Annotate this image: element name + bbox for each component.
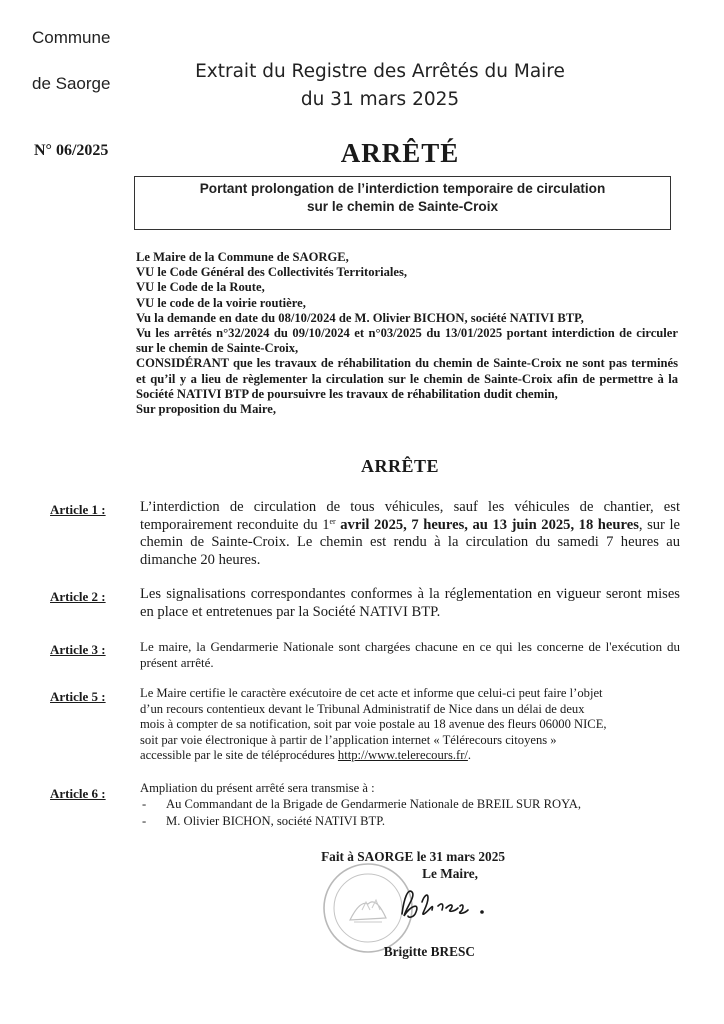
document-type-heading: ARRÊTÉ <box>340 138 460 168</box>
list-item: - Au Commandant de la Brigade de Gendarmerie Nationale de BREIL SUR ROYA, <box>140 796 670 812</box>
article-5-line-end: . <box>467 748 472 763</box>
article-3-label-text: Article 3 <box>50 642 99 657</box>
article-5-label <box>50 689 106 705</box>
commune-name-line2: de Saorge <box>32 74 111 93</box>
article-5-line: Le Maire certifie le caractère exécutoire de cet acte et informe que celui-ci peut faire l’objet <box>140 686 603 700</box>
list-item: - M. Olivier BICHON, société NATIVI BTP. <box>140 813 670 829</box>
article-5-text <box>140 686 670 764</box>
article-1-label-text: Article 1 <box>50 502 99 517</box>
commune-name-line1: Commune <box>32 28 111 47</box>
article-1-colon: : <box>98 502 106 517</box>
subject-line2: sur le chemin de Sainte-Croix <box>306 199 499 214</box>
article-1-bold-dates: avril 2025, 7 heures, au 13 juin 2025, 18 heures <box>335 516 639 533</box>
telerecours-link[interactable]: http://www.telerecours.fr/ <box>337 748 468 763</box>
arrete-number: N° 06/2025 <box>34 142 109 159</box>
ampliation-list <box>140 796 670 829</box>
article-6-text <box>140 780 670 829</box>
article-1-text <box>140 499 680 569</box>
article-5-line: d’un recours contentieux devant le Tribunal Administratif de Nice dans un délai de deux <box>140 701 585 716</box>
article-2-text: Les signalisations correspondantes conformes à la réglementation en vigueur seront mises en place et entretenues par la Société NATIVI BTP. <box>140 586 680 620</box>
article-5-line: soit par voie électronique à partir de l’application internet « Télérecours citoyens » <box>140 732 557 747</box>
preamble-line: VU le Code Général des Collectivités Territoriales, <box>136 265 408 280</box>
article-2-colon: : <box>98 589 106 604</box>
preamble-line: Vu la demande en date du 08/10/2024 de M. Olivier BICHON, société NATIVI BTP, <box>136 310 584 325</box>
article-5-line-text: accessible par le site de téléprocédures <box>140 748 338 763</box>
article-1-superscript: er <box>329 516 336 526</box>
handwritten-signature <box>394 880 494 930</box>
article-1-label <box>50 502 106 518</box>
article-6-label <box>50 786 106 802</box>
article-3-colon: : <box>98 642 106 657</box>
article-3-label <box>50 642 106 658</box>
signatory-name: Brigitte BRESC <box>383 944 475 959</box>
subject-box <box>134 176 671 230</box>
article-5-line <box>140 748 670 764</box>
article-2-label <box>50 589 106 605</box>
preamble <box>136 250 678 417</box>
preamble-line: Le Maire de la Commune de SAORGE, <box>136 250 349 264</box>
register-title-line1: Extrait du Registre des Arrêtés du Maire <box>195 61 565 82</box>
article-5-label-text: Article 5 <box>50 689 99 704</box>
subject-line1: Portant prolongation de l’interdiction temporaire de circulation <box>199 181 606 196</box>
article-5-line: mois à compter de sa notification, soit par voie postale au 18 avenue des fleurs 06000 NICE, <box>140 717 607 732</box>
preamble-line: VU le code de la voirie routière, <box>136 295 306 310</box>
arrete-heading: ARRÊTE <box>360 456 439 476</box>
article-6-label-text: Article 6 <box>50 786 99 801</box>
article-5-colon: : <box>98 689 106 704</box>
signature-place-date: Fait à SAORGE le 31 mars 2025 <box>321 849 505 864</box>
preamble-line: VU le Code de la Route, <box>136 280 265 295</box>
register-title-line2: du 31 mars 2025 <box>300 89 460 110</box>
preamble-line: Sur proposition du Maire, <box>136 402 276 417</box>
article-1-text-part: L’interdiction de circulation de tous véhicules, sauf les véhicules de chantier, est temporairement reconduite du 1 <box>140 499 680 533</box>
article-3-text: Le maire, la Gendarmerie Nationale sont chargées chacune en ce qui les concerne de l'exécution du présent arrêté. <box>140 639 680 670</box>
article-2-label-text: Article 2 <box>50 589 99 604</box>
article-6-colon: : <box>98 786 106 801</box>
article-6-intro: Ampliation du présent arrêté sera transmise à : <box>140 781 375 795</box>
preamble-line: CONSIDÉRANT que les travaux de réhabilitation du chemin de Sainte-Croix ne sont pas terminés et qu’il y a lieu de règlementer la circulation sur le chemin de Sainte-Croix afin de permettre à la Société NATIVI BTP de poursuivre les travaux de réhabilitation dudit chemin, <box>136 356 678 401</box>
preamble-line: Vu les arrêtés n°32/2024 du 09/10/2024 et n°03/2025 du 13/01/2025 portant interdiction de circuler sur le chemin de Sainte-Croix, <box>136 326 678 356</box>
signature-role: Le Maire, <box>422 866 478 881</box>
article-1-text-part: , sur le chemin de Sainte-Croix. Le chemin est rendu à la circulation du samedi 7 heures au dimanche 20 heures. <box>140 516 680 568</box>
